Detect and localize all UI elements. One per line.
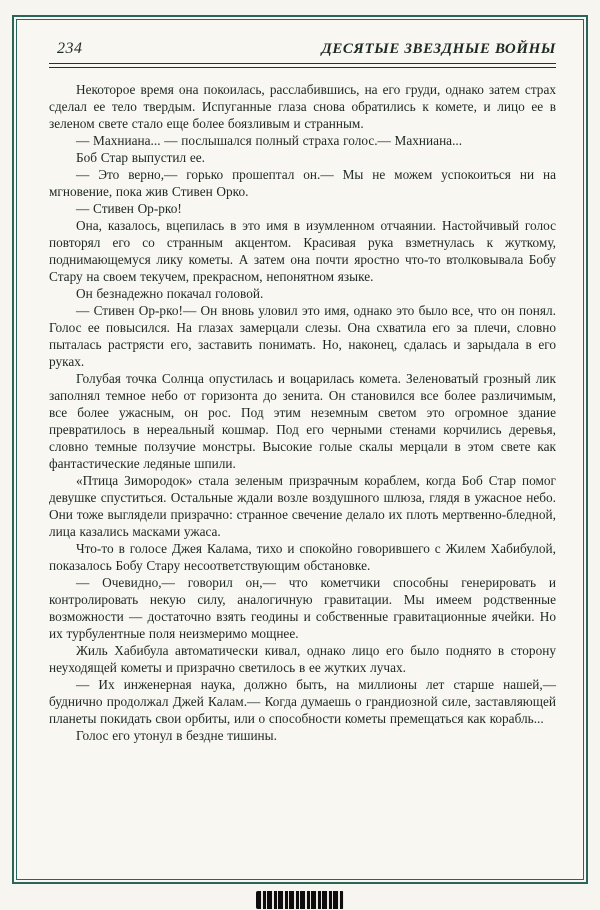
page-number: 234 — [57, 40, 83, 57]
paragraph: — Стивен Ор-рко! — [76, 201, 182, 216]
paragraph: Жиль Хабибула автоматически кивал, однако лицо его было поднято в сторону неуходящей кометы и призрачно светилось в ее жутких лучах. — [49, 643, 556, 675]
barcode-mark — [256, 891, 344, 909]
paragraph: — Очевидно,— говорил он,— что кометчики способны генерировать и контролировать некую силу, аналогичную гравитации. Мы имеем родственные возможности — достаточно взять геодины и собственные гравитационные ячейки. Но их турбулентные поля неизмеримо мощнее. — [49, 575, 556, 641]
paragraph: Некоторое время она покоилась, расслабившись, на его груди, однако затем страх сделал ее тело твердым. Испуганные глаза снова обратились к комете, и лицо ее в зеленом свете стало еще более боязливым и странным. — [49, 82, 556, 131]
page-content-area — [16, 19, 584, 880]
paragraph: Он безнадежно покачал головой. — [76, 286, 264, 301]
paragraph: Голубая точка Солнца опустилась и воцарилась комета. Зеленоватый грозный лик заполнял темное небо от горизонта до зенита. Он становился все более различимым, все более ужасным, он рос. Под этим неземным светом это огромное здание превратилось в нереальный кошмар. Под его черными стенами корчились деревья, словно темные ползучие монстры. Высокие голые скалы мерцали в этом свете как фантастические ледяные шпили. — [49, 371, 556, 471]
paragraph: Голос его утонул в бездне тишины. — [76, 728, 277, 743]
paragraph: — Махниана... — послышался полный страха голос.— Махниана... — [76, 133, 463, 148]
page-header — [49, 40, 556, 58]
page-border-frame — [12, 15, 588, 884]
paragraph: Она, казалось, вцепилась в это имя в изумленном отчаянии. Настойчивый голос повторял его со странным акцентом. Красивая рука взметнулась к жуткому, поднимающемуся лику кометы. А затем она почти яростно что-то втолковывала Бобу Стару на своем текучем, прекрасном, непонятном языке. — [49, 218, 556, 284]
paragraph: Боб Стар выпустил ее. — [76, 150, 206, 165]
paragraph: Что-то в голосе Джея Калама, тихо и спокойно говорившего с Жилем Хабибулой, показалось Бобу Стару несоответствующим обстановке. — [49, 541, 556, 573]
paragraph: — Это верно,— горько прошептал он.— Мы не можем успокоиться ни на мгновение, пока жив Стивен Орко. — [49, 167, 556, 199]
body-text-block — [49, 81, 556, 744]
paragraph: — Стивен Ор-рко!— Он вновь уловил это имя, однако это было все, что он понял. Голос ее повысился. На глазах замерцали слезы. Она схватила его за плечи, словно пыталась растрясти его, заставить понимать. Но, наконец, сдалась и зарыдала в его руках. — [49, 303, 556, 369]
header-divider — [49, 63, 556, 68]
paragraph: — Их инженерная наука, должно быть, на миллионы лет старше нашей,— буднично продолжал Джей Калам.— Когда думаешь о грандиозной силе, заставляющей планеты покидать свои орбиты, или о способности кометы премещаться как корабль... — [49, 677, 556, 726]
paragraph: «Птица Зимородок» стала зеленым призрачным кораблем, когда Боб Стар помог девушке спуститься. Остальные ждали возле воздушного шлюза, глядя в ужасное небо. Они тоже выглядели призрачно: странное свечение делало их плоть мертвенно-бледной, лица казались масками ужаса. — [49, 473, 556, 539]
running-head-title: ДЕСЯТЫЕ ЗВЕЗДНЫЕ ВОЙНЫ — [321, 41, 556, 57]
